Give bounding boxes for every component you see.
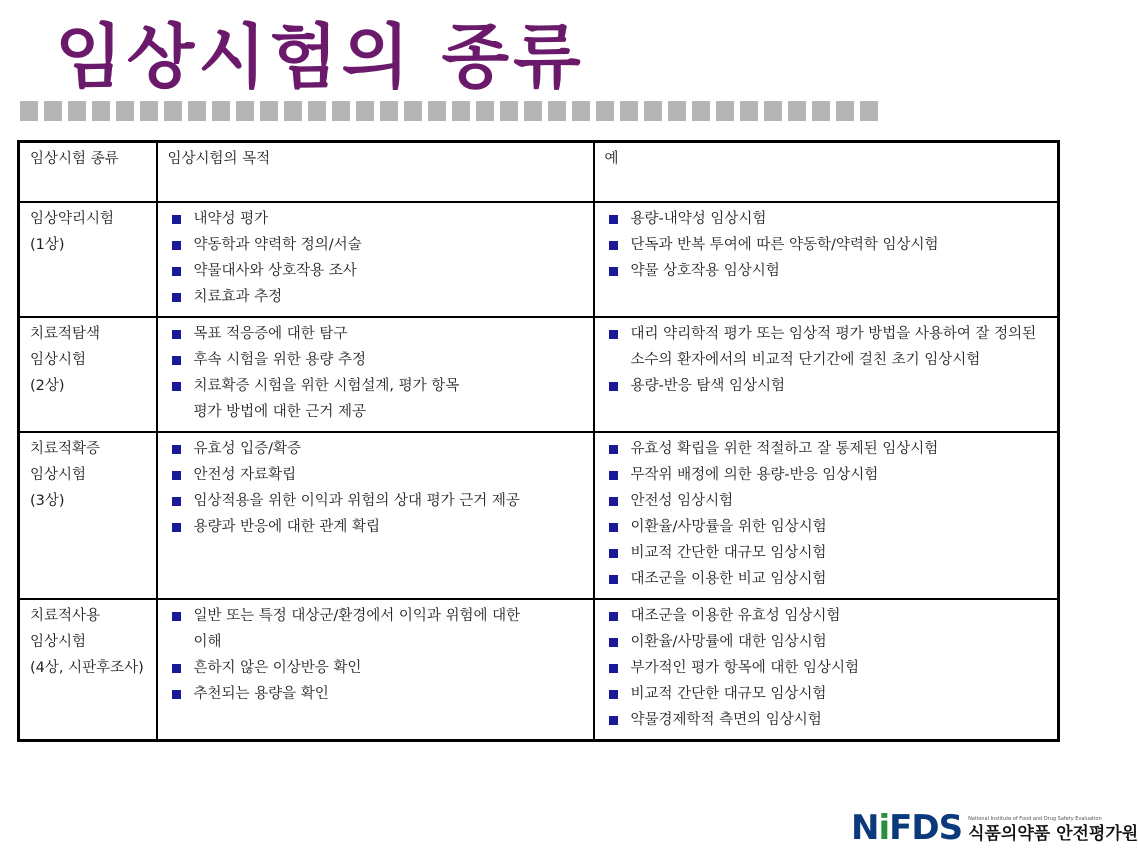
page-title: 임상시험의 종류 <box>55 16 585 98</box>
logo-letter: N <box>851 808 879 848</box>
divider-segment <box>404 101 422 121</box>
purpose-item: 용량과 반응에 대한 관계 확립 <box>168 514 585 540</box>
divider-segment <box>68 101 86 121</box>
title-divider <box>20 101 890 121</box>
divider-segment <box>524 101 542 121</box>
divider-segment <box>356 101 374 121</box>
example-item: 대리 약리학적 평가 또는 임상적 평가 방법을 사용하여 잘 정의된 소수의 환자에서의 비교적 단기간에 걸친 초기 임상시험 <box>605 321 1050 373</box>
example-item: 이환율/사망률을 위한 임상시험 <box>605 514 1050 540</box>
type-cell <box>19 599 157 741</box>
divider-segment <box>476 101 494 121</box>
divider-segment <box>116 101 134 121</box>
example-item: 용량-내약성 임상시험 <box>605 206 1050 232</box>
purpose-continuation: 이해 <box>193 633 222 650</box>
divider-segment <box>500 101 518 121</box>
type-cell <box>19 202 157 317</box>
divider-segment <box>188 101 206 121</box>
purpose-item: 약동학과 약력학 정의/서술 <box>168 232 585 258</box>
divider-segment <box>140 101 158 121</box>
type-cell <box>19 432 157 599</box>
divider-segment <box>740 101 758 121</box>
example-item: 단독과 반복 투여에 따른 약동학/약력학 임상시험 <box>605 232 1050 258</box>
table-row <box>19 432 1059 599</box>
divider-segment <box>284 101 302 121</box>
type-line: 치료적사용 <box>30 607 101 624</box>
header-example: 예 <box>594 142 1059 202</box>
divider-segment <box>572 101 590 121</box>
divider-segment <box>620 101 638 121</box>
header-purpose: 임상시험의 목적 <box>157 142 594 202</box>
purpose-cell <box>157 432 594 599</box>
table-row <box>19 202 1059 317</box>
example-item: 대조군을 이용한 비교 임상시험 <box>605 566 1050 592</box>
divider-segment <box>836 101 854 121</box>
clinical-trial-types-table <box>17 140 1060 742</box>
divider-segment <box>860 101 878 121</box>
divider-segment <box>44 101 62 121</box>
divider-segment <box>692 101 710 121</box>
type-line: (3상) <box>30 492 65 509</box>
example-item: 이환율/사망률에 대한 임상시험 <box>605 629 1050 655</box>
type-line: (2상) <box>30 377 65 394</box>
type-line: (4상, 시판후조사) <box>30 659 144 676</box>
example-item: 용량-반응 탐색 임상시험 <box>605 373 1050 399</box>
type-line: 임상약리시험 <box>30 210 115 227</box>
example-item: 비교적 간단한 대규모 임상시험 <box>605 681 1050 707</box>
purpose-item: 약물대사와 상호작용 조사 <box>168 258 585 284</box>
purpose-item: 추천되는 용량을 확인 <box>168 681 585 707</box>
divider-segment <box>428 101 446 121</box>
divider-segment <box>380 101 398 121</box>
divider-segment <box>644 101 662 121</box>
divider-segment <box>92 101 110 121</box>
purpose-cell <box>157 202 594 317</box>
divider-segment <box>764 101 782 121</box>
purpose-item: 내약성 평가 <box>168 206 585 232</box>
purpose-item: 안전성 자료확립 <box>168 462 585 488</box>
example-item: 약물경제학적 측면의 임상시험 <box>605 707 1050 733</box>
type-line: 치료적탐색 <box>30 325 101 342</box>
example-cell <box>594 432 1059 599</box>
divider-segment <box>260 101 278 121</box>
divider-segment <box>164 101 182 121</box>
example-item: 약물 상호작용 임상시험 <box>605 258 1050 284</box>
type-line: 임상시험 <box>30 351 87 368</box>
type-cell <box>19 317 157 432</box>
purpose-item: 치료효과 추정 <box>168 284 585 310</box>
logo-text <box>968 816 1138 845</box>
example-cell <box>594 202 1059 317</box>
purpose-item: 후속 시험을 위한 용량 추정 <box>168 347 585 373</box>
example-item: 무작위 배정에 의한 용량-반응 임상시험 <box>605 462 1050 488</box>
table-header-row <box>19 142 1059 202</box>
divider-segment <box>812 101 830 121</box>
divider-segment <box>596 101 614 121</box>
example-cell <box>594 599 1059 741</box>
example-item: 부가적인 평가 항목에 대한 임상시험 <box>605 655 1050 681</box>
logo-mark <box>851 808 963 848</box>
divider-segment <box>332 101 350 121</box>
purpose-continuation: 평가 방법에 대한 근거 제공 <box>193 403 367 420</box>
type-line: 임상시험 <box>30 466 87 483</box>
divider-segment <box>308 101 326 121</box>
logo-english-name: National Institute of Food and Drug Safety Evaluation <box>968 816 1102 822</box>
purpose-item: 흔하지 않은 이상반응 확인 <box>168 655 585 681</box>
example-item: 안전성 임상시험 <box>605 488 1050 514</box>
example-item: 비교적 간단한 대규모 임상시험 <box>605 540 1050 566</box>
type-line: 치료적확증 <box>30 440 101 457</box>
type-line: (1상) <box>30 236 65 253</box>
purpose-item: 일반 또는 특정 대상군/환경에서 이익과 위험에 대한 <box>168 603 585 629</box>
nifds-logo <box>851 805 1138 848</box>
purpose-item: 임상적용을 위한 이익과 위험의 상대 평가 근거 제공 <box>168 488 585 514</box>
divider-segment <box>548 101 566 121</box>
logo-korean-name: 식품의약품 안전평가원 <box>968 824 1138 844</box>
header-type: 임상시험 종류 <box>19 142 157 202</box>
table-row <box>19 317 1059 432</box>
divider-segment <box>716 101 734 121</box>
purpose-cell <box>157 317 594 432</box>
logo-letter: i <box>878 808 890 848</box>
divider-segment <box>20 101 38 121</box>
example-cell <box>594 317 1059 432</box>
divider-segment <box>788 101 806 121</box>
example-item: 유효성 확립을 위한 적절하고 잘 통제된 임상시험 <box>605 436 1050 462</box>
purpose-item: 치료확증 시험을 위한 시험설계, 평가 항목 <box>168 373 585 399</box>
purpose-cell <box>157 599 594 741</box>
example-item: 대조군을 이용한 유효성 임상시험 <box>605 603 1050 629</box>
divider-segment <box>236 101 254 121</box>
divider-segment <box>452 101 470 121</box>
table-row <box>19 599 1059 741</box>
purpose-item: 목표 적응증에 대한 탐구 <box>168 321 585 347</box>
logo-letter: FDS <box>889 808 963 848</box>
divider-segment <box>212 101 230 121</box>
type-line: 임상시험 <box>30 633 87 650</box>
purpose-item: 유효성 입증/확증 <box>168 436 585 462</box>
divider-segment <box>668 101 686 121</box>
